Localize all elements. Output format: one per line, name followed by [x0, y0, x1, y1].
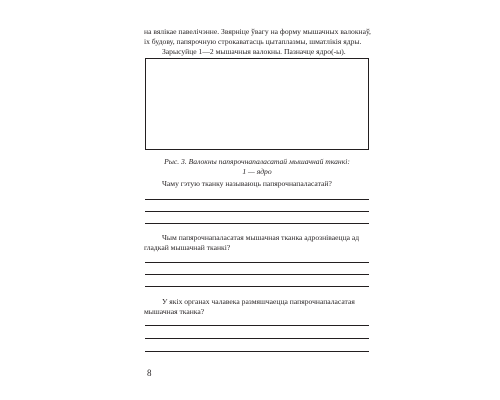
answer-line[interactable] — [145, 223, 369, 224]
answer-line[interactable] — [145, 262, 369, 263]
question-1: Чаму гэтую тканку называюць папярочнапаласатай? — [162, 179, 332, 188]
answer-line[interactable] — [145, 286, 369, 287]
intro-text-line-2: іх будову, папярочную строкаватасць цытаплазмы, шматлікія ядры. — [144, 37, 362, 46]
question-3-line-2: мышачная тканка? — [144, 307, 205, 316]
figure-caption-legend: 1 — ядро — [242, 167, 272, 176]
page-number: 8 — [147, 368, 152, 378]
question-2-line-2: гладкай мышачнай тканкі? — [144, 243, 231, 252]
question-3-line-1: У якіх органах чалавека размяшчаецца папярочнапаласатая — [162, 297, 355, 306]
answer-line[interactable] — [145, 199, 369, 200]
intro-text-line-1: на вялікае павелічэнне. Звярніце ўвагу на форму мышачных валокнаў, — [144, 27, 371, 36]
answer-line[interactable] — [145, 211, 369, 212]
answer-line[interactable] — [145, 325, 369, 326]
question-2-line-1: Чым папярочнапаласатая мышачная тканка адрозніваецца ад — [162, 233, 360, 242]
drawing-area[interactable] — [145, 58, 369, 150]
drawing-instruction: Зарысуйце 1—2 мышачныя валокны. Пазначце ядро(-ы). — [162, 47, 346, 56]
answer-line[interactable] — [145, 274, 369, 275]
figure-caption: Рыс. 3. Валокны папярочнапаласатай мышачнай тканкі: — [164, 157, 350, 166]
answer-line[interactable] — [145, 351, 369, 352]
answer-line[interactable] — [145, 338, 369, 339]
